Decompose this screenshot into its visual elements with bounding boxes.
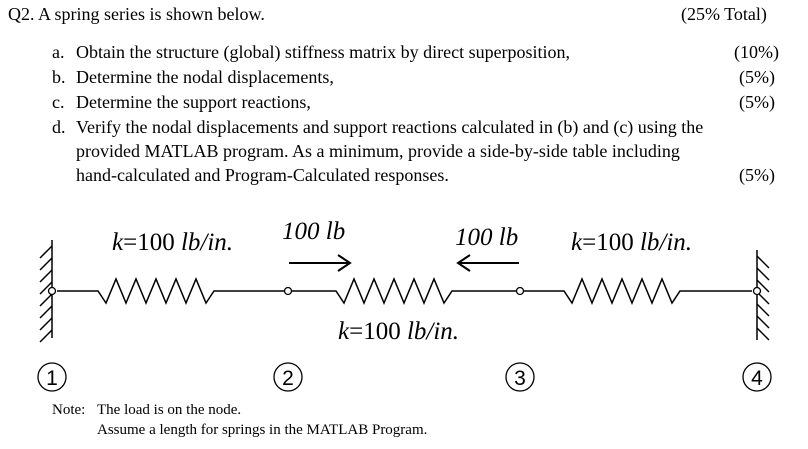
spring-1	[57, 279, 285, 303]
spring-value: =100	[123, 229, 181, 256]
spring-k: k	[338, 318, 350, 345]
part-letter: b.	[52, 67, 66, 87]
load-label-1	[282, 218, 345, 246]
spring-k: k	[571, 229, 583, 256]
note-line-1: The load is on the node.	[97, 402, 242, 418]
spring-value: =100	[582, 229, 640, 256]
part-text: Determine the support reactions,	[76, 92, 311, 112]
part-letter: a.	[52, 42, 65, 62]
spring-unit: lb/in.	[639, 229, 693, 256]
node-marker-4	[754, 288, 761, 295]
node-marker-1	[49, 288, 56, 295]
right-wall	[757, 250, 769, 340]
part-text: Verify the nodal displacements and support reactions calculated in (b) and (c) using the	[76, 117, 704, 137]
spring-2	[292, 279, 516, 303]
part-letter: d.	[52, 117, 66, 137]
load-value: 100 lb	[455, 224, 519, 251]
spring-unit: lb/in.	[180, 229, 234, 256]
node-number-2: 2	[282, 367, 294, 390]
load-label-2	[455, 224, 518, 252]
spring-label-3	[571, 229, 692, 257]
spring-unit: lb/in.	[406, 318, 460, 345]
load-arrow-left-icon	[458, 255, 519, 271]
node-marker-3	[517, 288, 524, 295]
question-title: Q2. A spring series is shown below.	[8, 4, 265, 24]
part-percent: (5%)	[739, 67, 775, 87]
node-number-3: 3	[514, 367, 526, 390]
part-percent: (10%)	[734, 42, 779, 62]
part-letter: c.	[52, 92, 65, 112]
part-text: Determine the nodal displacements,	[76, 67, 334, 87]
part-percent: (5%)	[739, 92, 775, 112]
spring-label-2	[338, 318, 459, 346]
node-number-4: 4	[751, 367, 763, 390]
node-marker-2	[285, 288, 292, 295]
spring-label-1	[112, 229, 233, 257]
part-percent: (5%)	[739, 165, 775, 185]
load-value: 100 lb	[282, 218, 346, 245]
note-line-2: Assume a length for springs in the MATLAB Program.	[97, 422, 428, 438]
part-text: hand-calculated and Program-Calculated responses.	[76, 165, 449, 185]
spring-3	[524, 279, 752, 303]
node-number-1: 1	[46, 367, 58, 390]
question-total: (25% Total)	[681, 4, 767, 24]
spring-value: =100	[349, 318, 407, 345]
spring-k: k	[112, 229, 124, 256]
note-label: Note:	[52, 402, 86, 418]
part-text: provided MATLAB program. As a minimum, provide a side-by-side table including	[76, 141, 680, 161]
load-arrow-right-icon	[289, 255, 350, 271]
part-text: Obtain the structure (global) stiffness matrix by direct superposition,	[76, 42, 571, 62]
